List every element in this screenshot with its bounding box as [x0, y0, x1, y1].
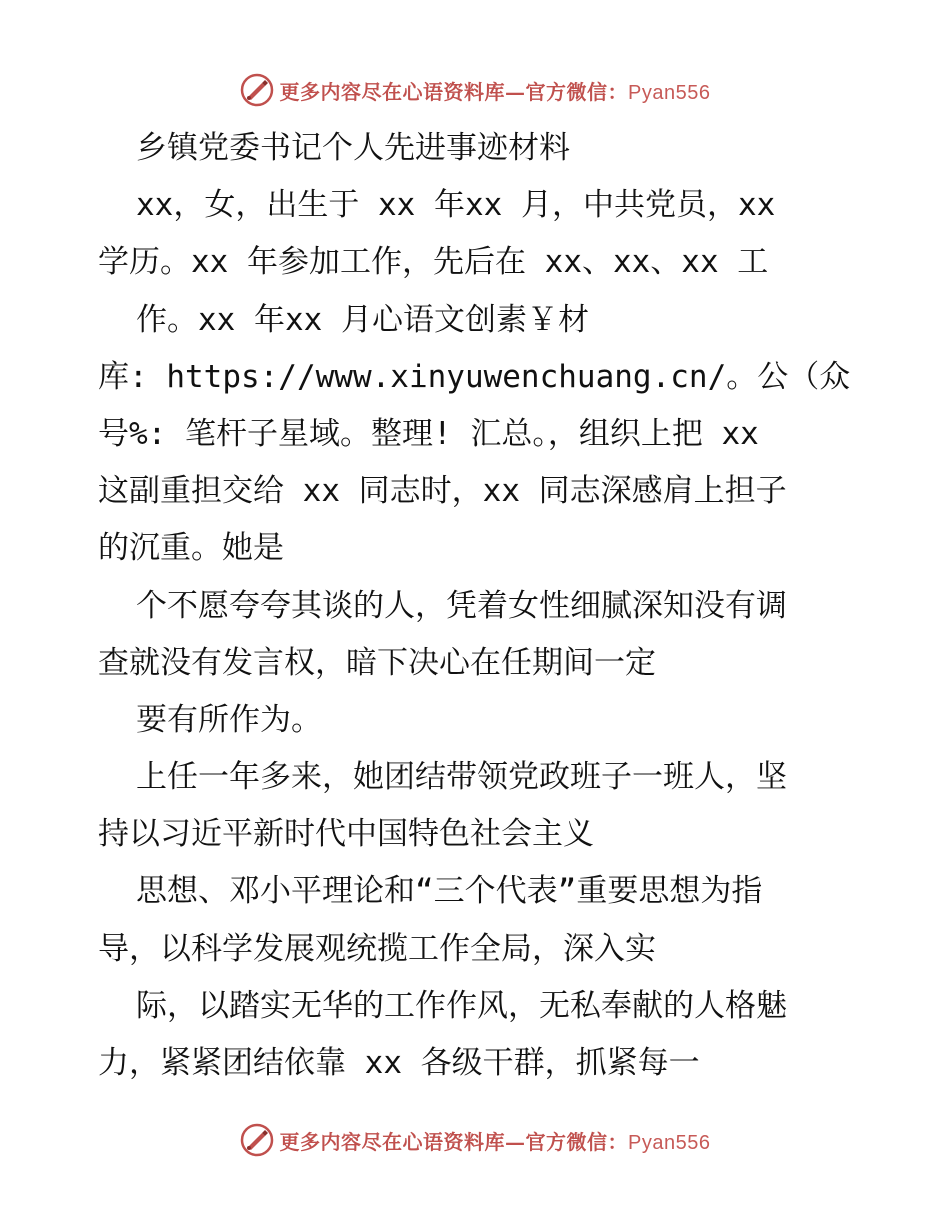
text-line: xx，女，出生于 xx 年xx 月，中共党员，xx: [136, 187, 776, 224]
document-body: [98, 120, 858, 1092]
text-line: 个不愿夸夸其谈的人，凭着女性细腻深知没有调: [136, 587, 787, 624]
text-line: 导，以科学发展观统揽工作全局，深入实: [98, 930, 656, 967]
wechat-id: Pyan556: [628, 1131, 711, 1154]
text-line: 这副重担交给 xx 同志时，xx 同志深感肩上担子: [98, 473, 787, 510]
text-line: 力，紧紧团结依靠 xx 各级干群，抓紧每一: [98, 1045, 700, 1081]
pen-circle-logo-icon: [240, 73, 274, 107]
text-line: 持以习近平新时代中国特色社会主义: [98, 816, 594, 853]
wechat-id: Pyan556: [628, 81, 711, 104]
footer-banner: [0, 1120, 950, 1160]
text-line: 际，以踏实无华的工作作风，无私奉献的人格魅: [136, 987, 787, 1024]
text-line: 要有所作为。: [136, 701, 322, 738]
text-line: 号%: 笔杆子星域。整理! 汇总。，组织上把 xx: [98, 415, 759, 452]
text-line: 作。xx 年xx 月心语文创素￥材: [136, 301, 589, 338]
footer-banner-text: 更多内容尽在心语资料库—官方微信：Pyan556: [279, 1129, 711, 1154]
text-line: 的沉重。她是: [98, 530, 284, 567]
text-line: 上任一年多来，她团结带领党政班子一班人，坚: [136, 759, 787, 796]
text-line: 思想、邓小平理论和“三个代表”重要思想为指: [136, 873, 763, 910]
header-banner-text: 更多内容尽在心语资料库—官方微信：Pyan556: [279, 79, 711, 104]
text-line: 学历。xx 年参加工作，先后在 xx、xx、xx 工: [98, 244, 769, 281]
text-line: 乡镇党委书记个人先进事迹材料: [136, 130, 570, 166]
header-banner: [0, 70, 950, 110]
text-line: 查就没有发言权，暗下决心在任期间一定: [98, 644, 656, 681]
text-line: 库: https://www.xinyuwenchuang.cn/。公（众: [98, 358, 851, 395]
pen-circle-logo-icon: [240, 1123, 274, 1157]
